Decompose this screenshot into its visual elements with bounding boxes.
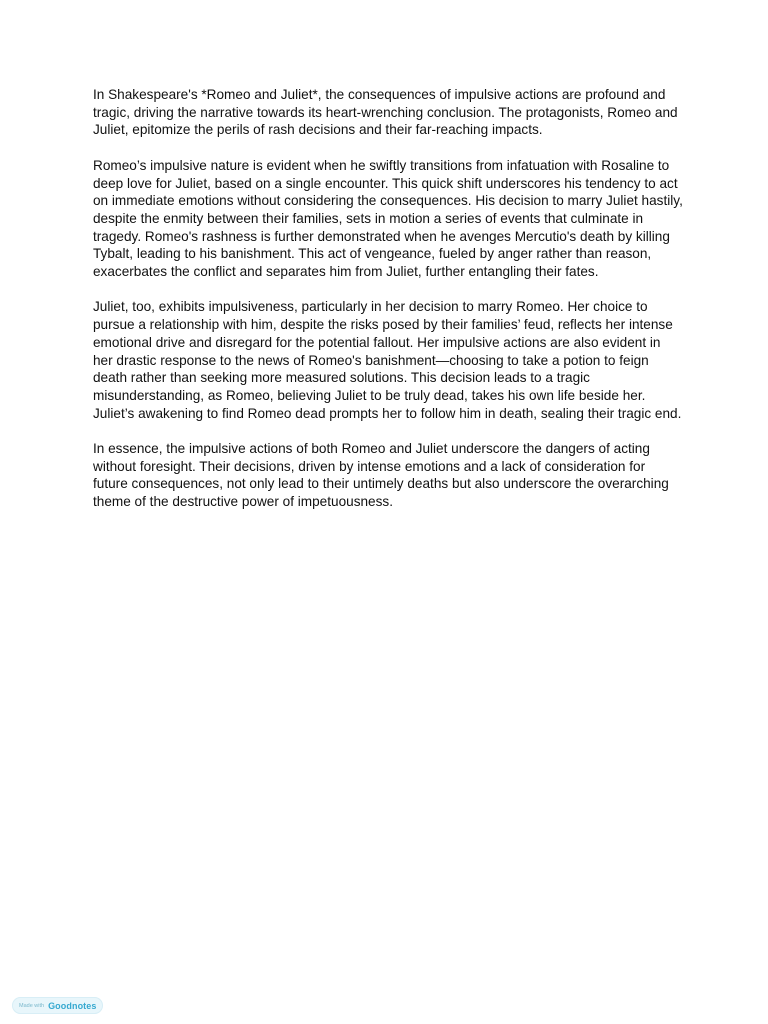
paragraph-juliet: Juliet, too, exhibits impulsiveness, particularly in her decision to marry Romeo. Her choice to pursue a relationship with him, despite the risks posed by their families’ feud, reflects her intense emotional drive and disregard for the potential fallout. Her impulsive actions are also evident in her drastic response to the news of Romeo's banishment—choosing to take a potion to feign death rather than seeking more measured solutions. This decision leads to a tragic misunderstanding, as Romeo, believing Juliet to be truly dead, takes his own life beside her. Juliet’s awakening to find Romeo dead prompts her to follow him in death, sealing their tragic end. [93,299,682,421]
made-with-goodnotes-badge[interactable] [12,997,103,1014]
badge-prefix: Made with [19,1002,45,1009]
paragraph-romeo: Romeo’s impulsive nature is evident when he swiftly transitions from infatuation with Rosaline to deep love for Juliet, based on a single encounter. This quick shift underscores his tendency to act on immediate emotions without considering the consequences. His decision to marry Juliet hastily, despite the enmity between their families, sets in motion a series of events that culminate in tragedy. Romeo's rashness is further demonstrated when he avenges Mercutio's death by killing Tybalt, leading to his banishment. This act of vengeance, fueled by anger rather than reason, exacerbates the conflict and separates him from Juliet, further entangling their fates. [93,157,683,280]
paragraph-intro: In Shakespeare's *Romeo and Juliet*, the consequences of impulsive actions are profound and tragic, driving the narrative towards its heart-wrenching conclusion. The protagonists, Romeo and Juliet, epitomize the perils of rash decisions and their far-reaching impacts. [93,87,678,138]
badge-brand-logo: Goodnotes [48,1000,97,1011]
paragraph-conclusion: In essence, the impulsive actions of both Romeo and Juliet underscore the dangers of acting without foresight. Their decisions, driven by intense emotions and a lack of consideration for future consequences, not only lead to their untimely deaths but also underscore the overarching theme of the destructive power of impetuousness. [93,441,669,510]
essay-body [93,86,683,529]
